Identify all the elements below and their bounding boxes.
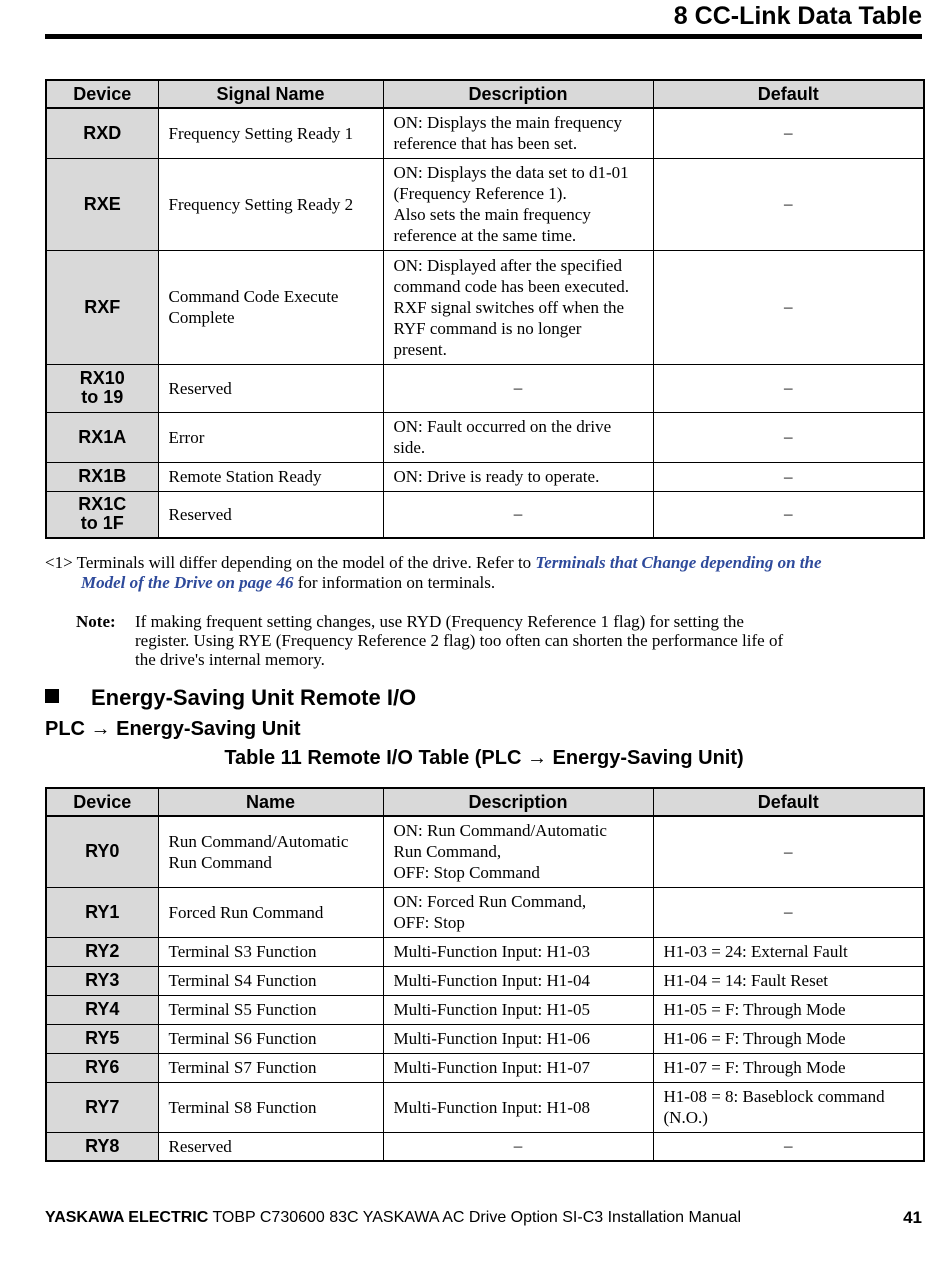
column-header-default: Default xyxy=(653,80,924,108)
column-header-default: Default xyxy=(653,788,924,816)
description-cell: – xyxy=(383,364,653,412)
device-cell: RXD xyxy=(46,108,158,158)
name-cell: Terminal S3 Function xyxy=(158,937,383,966)
table-row xyxy=(46,462,924,491)
device-cell: RY1 xyxy=(46,887,158,937)
table-row xyxy=(46,108,924,158)
device-cell: RY8 xyxy=(46,1132,158,1161)
table-header-row xyxy=(46,80,924,108)
table-header-row xyxy=(46,788,924,816)
device-cell: RY5 xyxy=(46,1024,158,1053)
footnote-link-part-1[interactable]: Terminals that Change depending on the xyxy=(535,553,822,572)
default-cell: – xyxy=(653,158,924,250)
footnote-link-part-2[interactable]: Model of the Drive on page 46 xyxy=(81,573,294,592)
page-footer xyxy=(45,1207,922,1229)
device-cell: RY3 xyxy=(46,966,158,995)
device-cell: RY6 xyxy=(46,1053,158,1082)
default-cell: H1-06 = F: Through Mode xyxy=(653,1024,924,1053)
default-cell: – xyxy=(653,491,924,538)
device-cell: RY4 xyxy=(46,995,158,1024)
default-cell: H1-07 = F: Through Mode xyxy=(653,1053,924,1082)
chapter-title: 8 CC-Link Data Table xyxy=(673,2,922,30)
table-row xyxy=(46,966,924,995)
default-cell: – xyxy=(653,816,924,887)
description-cell: ON: Drive is ready to operate. xyxy=(383,462,653,491)
default-cell: – xyxy=(653,250,924,364)
footnote-text-after: for information on terminals. xyxy=(293,573,496,592)
column-header-device: Device xyxy=(46,80,158,108)
device-cell: RX10 to 19 xyxy=(46,364,158,412)
default-cell: – xyxy=(653,462,924,491)
note-label: Note: xyxy=(76,612,116,631)
table-row xyxy=(46,1024,924,1053)
name-cell: Terminal S8 Function xyxy=(158,1082,383,1132)
table-row xyxy=(46,937,924,966)
column-header-description: Description xyxy=(383,788,653,816)
name-cell: Reserved xyxy=(158,1132,383,1161)
column-header-name: Name xyxy=(158,788,383,816)
device-cell: RY2 xyxy=(46,937,158,966)
description-cell: ON: Displays the data set to d1-01 (Frequency Reference 1). Also sets the main frequency reference at the same time. xyxy=(383,158,653,250)
description-cell: – xyxy=(383,1132,653,1161)
device-cell: RX1A xyxy=(46,412,158,462)
footnote-marker: <1> xyxy=(45,553,73,572)
table-caption: Table 11 Remote I/O Table (PLC → Energy-Saving Unit) xyxy=(224,747,744,769)
device-cell: RX1B xyxy=(46,462,158,491)
signal-name-cell: Frequency Setting Ready 1 xyxy=(158,108,383,158)
device-cell: RY0 xyxy=(46,816,158,887)
table-row xyxy=(46,1082,924,1132)
description-cell: Multi-Function Input: H1-03 xyxy=(383,937,653,966)
description-cell: ON: Displayed after the specified command code has been executed. RXF signal switches off when the RYF command is no longer present. xyxy=(383,250,653,364)
signal-name-cell: Reserved xyxy=(158,364,383,412)
column-header-signal-name: Signal Name xyxy=(158,80,383,108)
cc-link-data-table xyxy=(45,79,925,539)
page-number: 41 xyxy=(903,1208,922,1227)
signal-name-cell: Remote Station Ready xyxy=(158,462,383,491)
remote-io-table xyxy=(45,787,925,1162)
table-row xyxy=(46,250,924,364)
footnote xyxy=(45,553,915,593)
description-cell: Multi-Function Input: H1-05 xyxy=(383,995,653,1024)
description-cell: ON: Fault occurred on the drive side. xyxy=(383,412,653,462)
default-cell: H1-08 = 8: Baseblock command (N.O.) xyxy=(653,1082,924,1132)
table-row xyxy=(46,158,924,250)
device-cell: RY7 xyxy=(46,1082,158,1132)
default-cell: H1-03 = 24: External Fault xyxy=(653,937,924,966)
column-header-device: Device xyxy=(46,788,158,816)
device-cell: RXF xyxy=(46,250,158,364)
name-cell: Terminal S5 Function xyxy=(158,995,383,1024)
description-cell: Multi-Function Input: H1-06 xyxy=(383,1024,653,1053)
signal-name-cell: Frequency Setting Ready 2 xyxy=(158,158,383,250)
name-cell: Terminal S4 Function xyxy=(158,966,383,995)
description-cell: Multi-Function Input: H1-07 xyxy=(383,1053,653,1082)
column-header-description: Description xyxy=(383,80,653,108)
footer-doc-title: TOBP C730600 83C YASKAWA AC Drive Option SI-C3 Installation Manual xyxy=(208,1209,741,1226)
name-cell: Run Command/Automatic Run Command xyxy=(158,816,383,887)
table-row xyxy=(46,887,924,937)
signal-name-cell: Error xyxy=(158,412,383,462)
default-cell: H1-04 = 14: Fault Reset xyxy=(653,966,924,995)
footnote-text: Terminals will differ depending on the model of the drive. Refer to xyxy=(72,553,536,572)
description-cell: Multi-Function Input: H1-08 xyxy=(383,1082,653,1132)
note-block xyxy=(76,612,876,669)
name-cell: Forced Run Command xyxy=(158,887,383,937)
section-heading: Energy-Saving Unit Remote I/O xyxy=(45,683,416,713)
description-cell: ON: Displays the main frequency reference that has been set. xyxy=(383,108,653,158)
table-row xyxy=(46,1132,924,1161)
default-cell: – xyxy=(653,364,924,412)
table-row xyxy=(46,412,924,462)
name-cell: Terminal S6 Function xyxy=(158,1024,383,1053)
table-row xyxy=(46,995,924,1024)
subsection-heading: PLC → Energy-Saving Unit xyxy=(45,718,301,740)
note-body: If making frequent setting changes, use RYD (Frequency Reference 1 flag) for setting the register. Using RYE (Frequency Reference 2 flag) too often can shorten the performance life of the drive's internal memory. xyxy=(135,612,784,669)
header-rule xyxy=(45,34,922,39)
default-cell: – xyxy=(653,412,924,462)
default-cell: – xyxy=(653,887,924,937)
table-row xyxy=(46,491,924,538)
default-cell: – xyxy=(653,108,924,158)
description-cell: Multi-Function Input: H1-04 xyxy=(383,966,653,995)
description-cell: – xyxy=(383,491,653,538)
square-bullet-icon xyxy=(45,689,59,703)
footer-brand: YASKAWA ELECTRIC xyxy=(45,1209,209,1226)
device-cell: RX1C to 1F xyxy=(46,491,158,538)
signal-name-cell: Reserved xyxy=(158,491,383,538)
table-row xyxy=(46,364,924,412)
description-cell: ON: Run Command/Automatic Run Command, OFF: Stop Command xyxy=(383,816,653,887)
description-cell: ON: Forced Run Command, OFF: Stop xyxy=(383,887,653,937)
default-cell: H1-05 = F: Through Mode xyxy=(653,995,924,1024)
device-cell: RXE xyxy=(46,158,158,250)
table-row xyxy=(46,816,924,887)
signal-name-cell: Command Code Execute Complete xyxy=(158,250,383,364)
default-cell: – xyxy=(653,1132,924,1161)
table-row xyxy=(46,1053,924,1082)
name-cell: Terminal S7 Function xyxy=(158,1053,383,1082)
